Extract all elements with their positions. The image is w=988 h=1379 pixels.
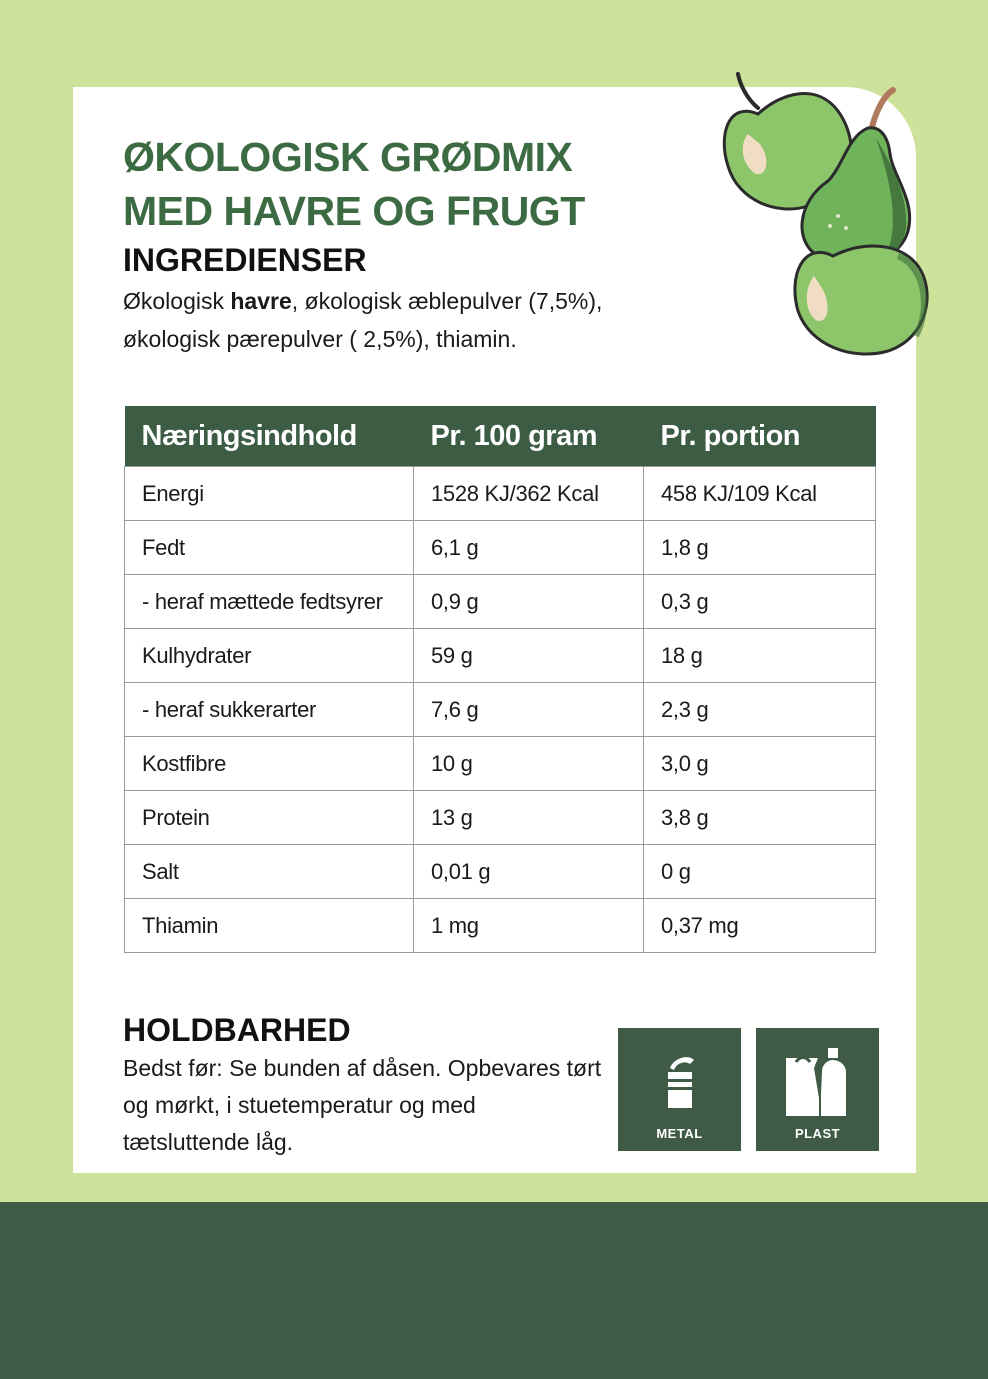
nutrient-name: Energi: [125, 467, 414, 521]
value-perportion: 458 KJ/109 Kcal: [644, 467, 876, 521]
holdbarhed-heading: HOLDBARHED: [123, 1012, 351, 1048]
ingredients-heading: INGREDIENSER: [123, 242, 367, 278]
recycle-metal-badge: [618, 1028, 741, 1151]
table-row: [125, 737, 876, 791]
ingredients-text-start: Økologisk: [123, 288, 231, 314]
nutrient-name: Thiamin: [125, 899, 414, 953]
nutrient-name: Kostfibre: [125, 737, 414, 791]
value-per100g: 10 g: [414, 737, 644, 791]
table-row: [125, 521, 876, 575]
ingredients-text-rest: , økologisk æblepulver (7,5%), økologisk pærepulver ( 2,5%), thiamin.: [123, 288, 603, 352]
value-per100g: 1 mg: [414, 899, 644, 953]
nutrition-header-perportion: Pr. portion: [644, 406, 876, 467]
value-perportion: 3,8 g: [644, 791, 876, 845]
value-per100g: 6,1 g: [414, 521, 644, 575]
bottom-band: [0, 1202, 988, 1379]
fruit-illustration: [718, 66, 938, 376]
ingredients-text: [123, 282, 683, 358]
value-perportion: 0,3 g: [644, 575, 876, 629]
product-title-line2: MED HAVRE OG FRUGT: [123, 188, 585, 234]
nutrient-name: - heraf mættede fedtsyrer: [125, 575, 414, 629]
value-per100g: 0,01 g: [414, 845, 644, 899]
value-perportion: 18 g: [644, 629, 876, 683]
recycle-metal-label: METAL: [656, 1126, 703, 1141]
nutrition-header-nutrient: Næringsindhold: [125, 406, 414, 467]
value-perportion: 2,3 g: [644, 683, 876, 737]
value-perportion: 1,8 g: [644, 521, 876, 575]
nutrition-header-row: [125, 406, 876, 467]
nutrient-name: Kulhydrater: [125, 629, 414, 683]
value-per100g: 7,6 g: [414, 683, 644, 737]
table-row: [125, 791, 876, 845]
table-row: [125, 845, 876, 899]
value-perportion: 3,0 g: [644, 737, 876, 791]
nutrient-name: Salt: [125, 845, 414, 899]
nutrition-table: [124, 406, 876, 953]
ingredients-allergen: havre: [230, 288, 292, 314]
recycle-plast-label: PLAST: [794, 1126, 841, 1141]
product-title: [123, 130, 585, 238]
nutrition-header-per100g: Pr. 100 gram: [414, 406, 644, 467]
table-row: [125, 629, 876, 683]
value-perportion: 0,37 mg: [644, 899, 876, 953]
nutrient-name: - heraf sukkerarter: [125, 683, 414, 737]
nutrient-name: Fedt: [125, 521, 414, 575]
table-row: [125, 899, 876, 953]
table-row: [125, 683, 876, 737]
value-per100g: 13 g: [414, 791, 644, 845]
nutrient-name: Protein: [125, 791, 414, 845]
value-per100g: 59 g: [414, 629, 644, 683]
recycle-plast-badge: [756, 1028, 879, 1151]
value-per100g: 0,9 g: [414, 575, 644, 629]
table-row: [125, 467, 876, 521]
holdbarhed-text: Bedst før: Se bunden af dåsen. Opbevares tørt og mørkt, i stuetemperatur og med tætsluttende låg.: [123, 1055, 602, 1155]
product-title-line1: ØKOLOGISK GRØDMIX: [123, 134, 573, 180]
value-perportion: 0 g: [644, 845, 876, 899]
table-row: [125, 575, 876, 629]
value-per100g: 1528 KJ/362 Kcal: [414, 467, 644, 521]
